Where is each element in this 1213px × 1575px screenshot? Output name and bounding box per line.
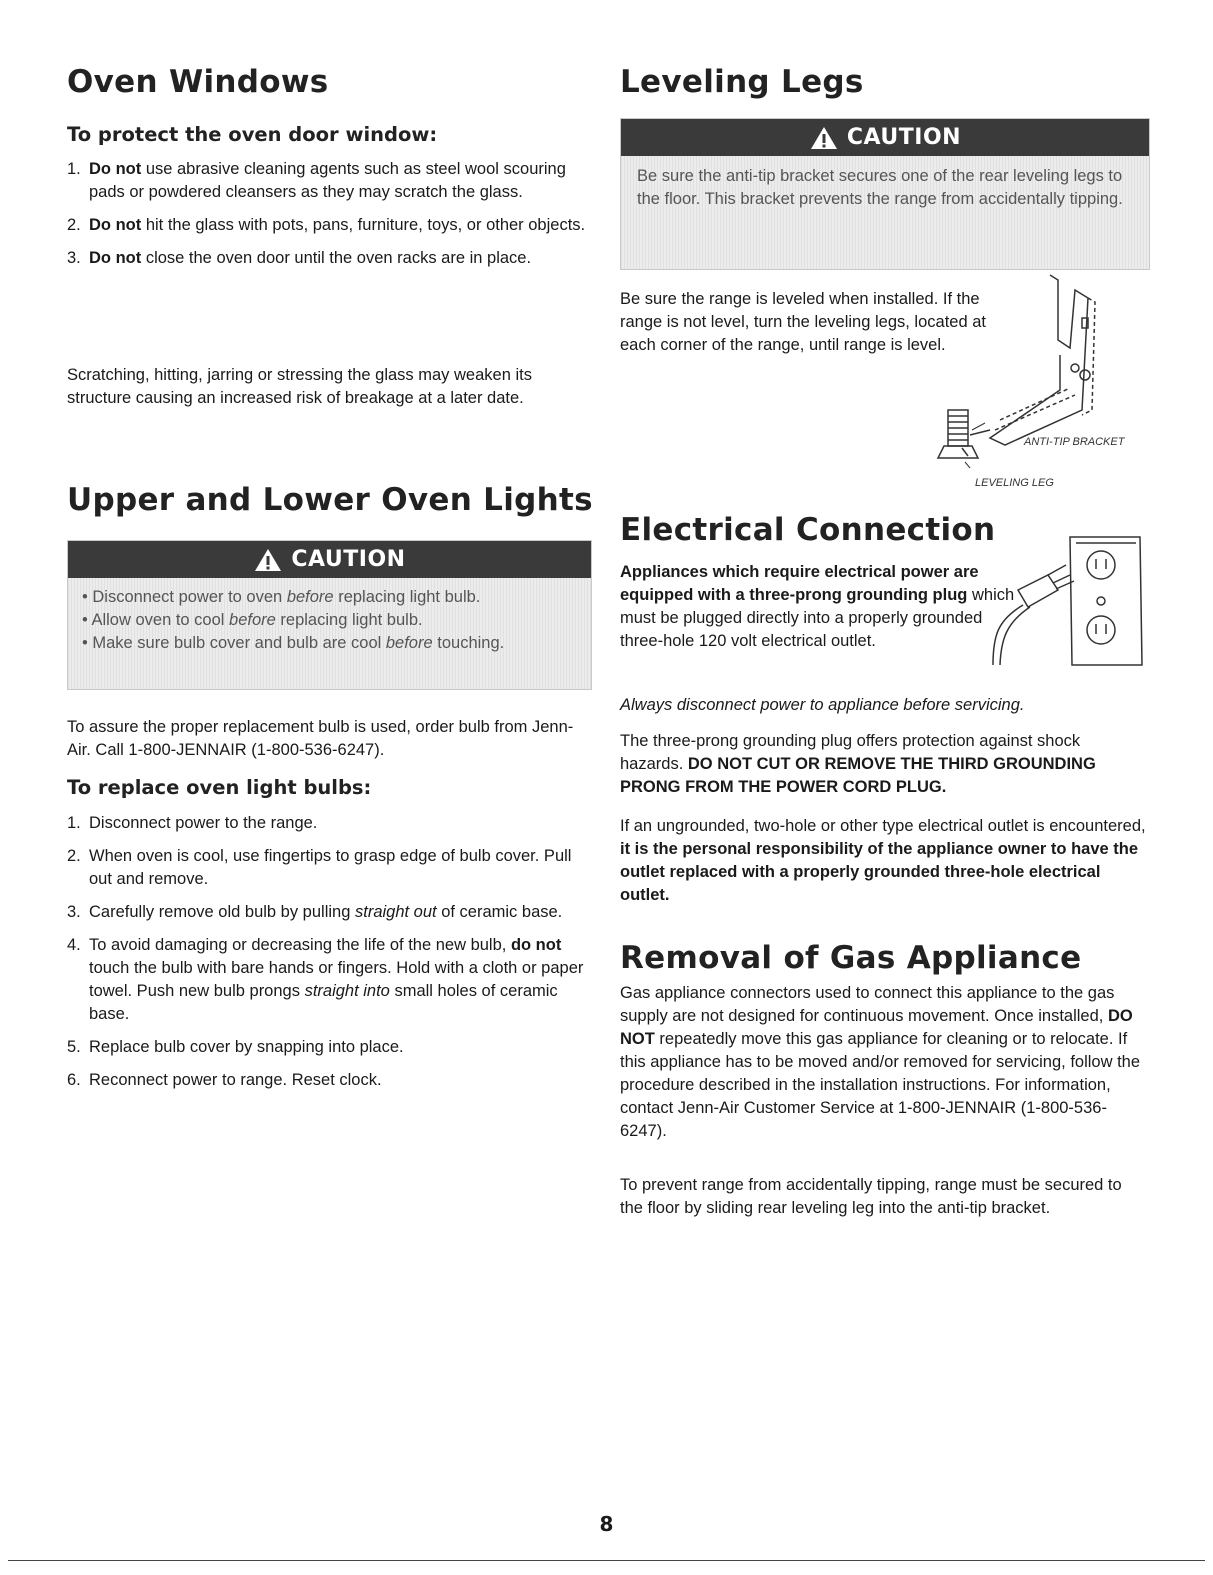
- footer-rule: [8, 1560, 1205, 1561]
- anti-tip-bracket-illustration: [910, 270, 1155, 495]
- list-item: 2. Do not hit the glass with pots, pans, furniture, toys, or other objects.: [67, 216, 586, 234]
- removal-gas-appliance-heading: Removal of Gas Appliance: [620, 940, 1082, 976]
- electrical-connection-heading: Electrical Connection: [620, 512, 996, 548]
- list-item: 3. Do not close the oven door until the oven racks are in place.: [67, 249, 532, 267]
- caution-bar: [621, 119, 1149, 156]
- leveling-legs-heading: Leveling Legs: [620, 64, 864, 100]
- caution-item: • Allow oven to cool before replacing light bulb.: [82, 611, 423, 629]
- list-item: 5. Replace bulb cover by snapping into place.: [67, 1038, 404, 1056]
- caution-bar: [68, 541, 591, 578]
- list-item: 1. Do not use abrasive cleaning agents such as steel wool scouring pads or powdered cleansers as they may scratch the glass.: [67, 160, 566, 201]
- oven-lights-caution-box: [67, 540, 592, 690]
- glass-warning-note: Scratching, hitting, jarring or stressing the glass may weaken its structure causing an increased risk of breakage at a later date.: [67, 366, 532, 407]
- list-item: 3. Carefully remove old bulb by pulling straight out of ceramic base.: [67, 903, 563, 921]
- leveling-instructions: Be sure the range is leveled when installed. If the range is not level, turn the leveling legs, located at each corner of the range, until range is level.: [620, 290, 986, 354]
- caution-item: • Make sure bulb cover and bulb are cool before touching.: [82, 634, 505, 652]
- caution-label: CAUTION: [846, 125, 962, 150]
- prevent-tipping-paragraph: To prevent range from accidentally tipping, range must be secured to the floor by sliding rear leveling leg into the anti-tip bracket.: [620, 1176, 1122, 1217]
- disconnect-power-note: Always disconnect power to appliance before servicing.: [620, 696, 1025, 714]
- list-item: 1. Disconnect power to the range.: [67, 814, 318, 832]
- replace-bulb-steps: [67, 812, 592, 1102]
- ungrounded-outlet-note: If an ungrounded, two-hole or other type electrical outlet is encountered, it is the personal responsibility of the appliance owner to have the outlet replaced with a properly grounded three-hole electrical outlet.: [620, 817, 1146, 904]
- replace-bulbs-subheading: To replace oven light bulbs:: [67, 776, 372, 799]
- caution-item: • Disconnect power to oven before replacing light bulb.: [82, 588, 481, 606]
- caution-text: Be sure the anti-tip bracket secures one of the rear leveling legs to the floor. This bracket prevents the range from accidentally tipping.: [637, 167, 1123, 208]
- list-item: 4. To avoid damaging or decreasing the life of the new bulb, do not touch the bulb with bare hands or fingers. Hold with a cloth or paper towel. Push new bulb prongs straight into small holes of ceramic base.: [67, 936, 584, 1023]
- grounding-plug-warning: The three-prong grounding plug offers protection against shock hazards. DO NOT CUT OR REMOVE THE THIRD GROUNDING PRONG FROM THE POWER CORD PLUG.: [620, 732, 1096, 796]
- bulb-order-info: To assure the proper replacement bulb is used, order bulb from Jenn-Air. Call 1-800-JENNAIR (1-800-536-6247).: [67, 718, 574, 759]
- electrical-intro: Appliances which require electrical power are equipped with a three-prong grounding plug which must be plugged directly into a properly grounded three-hole 120 volt electrical outlet.: [620, 563, 1015, 650]
- oven-windows-subheading: To protect the oven door window:: [67, 123, 438, 146]
- leveling-leg-label: LEVELING LEG: [975, 477, 1054, 489]
- leveling-caution-box: [620, 118, 1150, 270]
- gas-connectors-paragraph: Gas appliance connectors used to connect this appliance to the gas supply are not designed for continuous movement. Once installed, DO NOT repeatedly move this gas appliance for cleaning or to relocate. If this appliance has to be moved and/or removed for servicing, follow the procedure described in the installation instructions. For information, contact Jenn-Air Customer Service at 1-800-JENNAIR (1-800-536-6247).: [620, 984, 1141, 1140]
- page-number: 8: [599, 1512, 614, 1536]
- list-item: 2. When oven is cool, use fingertips to grasp edge of bulb cover. Pull out and remove.: [67, 847, 572, 888]
- caution-text: [68, 578, 591, 663]
- list-item: 6. Reconnect power to range. Reset clock.: [67, 1071, 382, 1089]
- warning-triangle-icon: [253, 547, 283, 573]
- oven-window-steps: [67, 158, 592, 280]
- oven-lights-heading: Upper and Lower Oven Lights: [67, 482, 593, 518]
- caution-label: CAUTION: [291, 547, 406, 572]
- anti-tip-bracket-label: ANTI-TIP BRACKET: [1024, 436, 1125, 448]
- oven-windows-heading: Oven Windows: [67, 64, 329, 100]
- warning-triangle-icon: [809, 125, 839, 151]
